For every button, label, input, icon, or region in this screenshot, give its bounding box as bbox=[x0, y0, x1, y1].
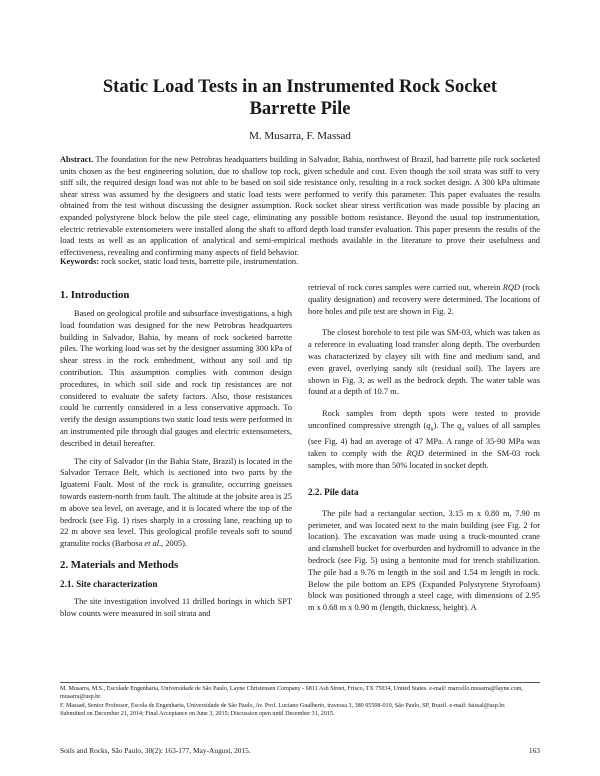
pile-data-paragraph: The pile had a rectangular section, 3.15 m x 0.80 m, 7.90 m perimeter, and was located next to the main building (see Fig. 2 for location). The excavation was made using a truck-mounted crane and clamshell bucket for overburden and hydromill to advance in the bedrock (see Fig. 5) using a bentonite mud for trench stabilization. The pile had a 9.76 m length in the soil and 1.54 m length in rock. Below the pile bottom an EPS (Expanded Polystyrene Styrofoam) block was positioned through a steel cage, with dimensions of 2.95 m x 0.68 m x 0.90 m (length, thickness, height). A bbox=[308, 508, 540, 613]
footnote-divider bbox=[60, 682, 540, 683]
journal-citation: Soils and Rocks, São Paulo, 38(2): 163-177, May-August, 2015. bbox=[60, 746, 251, 755]
subsection-heading-site-characterization: 2.1. Site characterization bbox=[60, 578, 158, 589]
site-continued-text-a: retrieval of rock cores samples were carried out, wherein bbox=[308, 283, 501, 292]
keywords-label: Keywords: bbox=[60, 257, 100, 266]
rock-samples-text-d: determined in the SM-03 rock samples, with more than 50% located in socket depth. bbox=[308, 449, 540, 471]
q-subscript: u bbox=[430, 426, 434, 433]
submission-dates: Submitted on December 21, 2014; Final Acceptance on June 3, 2015; Discussion open until December 31, 2015. bbox=[60, 710, 335, 717]
rqd-term-2: RQD bbox=[406, 449, 424, 459]
abstract-label: Abstract. bbox=[60, 155, 94, 164]
borehole-paragraph: The closest borehole to test pile was SM-03, which was taken as a reference in evaluating load transfer along depth. The overburden was characterized by clayey silt with fine and medium sand, and even gravel, overlying sandy silt (residual soil). The layers are shown in Fig. 3, as well as the bedrock depth. The water table was found at a depth of 10.7 m. bbox=[308, 328, 540, 397]
q-subscript-2: u bbox=[461, 426, 465, 433]
q-letter: q bbox=[426, 420, 431, 430]
authors: M. Musarra, F. Massad bbox=[249, 130, 351, 142]
keywords-text: rock socket, static load tests, barrette pile, instrumentation. bbox=[101, 257, 299, 266]
section-heading-materials-methods: 2. Materials and Methods bbox=[60, 558, 179, 571]
site-continued-text-b: (rock quality designation) and recovery were determined. The locations of bore holes and pile test are shown in Fig. 2. bbox=[308, 283, 540, 316]
intro-paragraph-1: Based on geological profile and subsurface investigations, a high load foundation was designed for the new Petrobras headquarters building in Salvador, Bahia, by means of rock socketed barrette piles. The working load was set by the designer assuming 300 kPa of shear stress in the rock embedment, without any soil and tip contribution. This assumption complies with common design procedures, in which soil side and rock tip resistances are not considered to evaluate the safety factors. Also, those resistances could be currently considered in a less conservative approach. To verify the design assumptions two static load tests were performed in an instrumented pile through dial gauges and electric extensometers, described in detail hereafter. bbox=[60, 309, 292, 448]
page-number: 163 bbox=[528, 746, 540, 755]
abstract-text: The foundation for the new Petrobras headquarters building in Salvador, Bahia, northwest of Brazil, had barrette pile rock socketed units chosen as the best engineering solution, due to shallow top rock, given schedule and cost. Even though the soil strata was stiff to very stiff silt, the required design load was not able to be based on soil side resistance only, resulting in a rock socket design. A 300 kPa ultimate shear stress was assumed by the designers and static load tests were performed to verify this parameter. This paper evaluates the results obtained from the test without discussing the designer assumption. Rock socket shear stress verification was made possible by placing an expanded polystyrene block below the pile steel cage, eliminating any possible bottom resistance. Beyond the usual top instrumentation, electric retrievable extensometers were installed along the shaft to afford depth load transfer evaluation. This paper presents the results of the load tests as well as an application of analytical and semi-empirical methods available in the literature to prove their usefulness and effectiveness, revealing and confirming many aspects of field behavior. bbox=[60, 155, 540, 257]
left-column bbox=[60, 284, 292, 620]
intro-paragraph-2-end: , 2005). bbox=[161, 539, 187, 549]
subsection-heading-pile-data: 2.2. Pile data bbox=[308, 486, 359, 497]
qu-symbol-2 bbox=[457, 420, 465, 433]
affiliation-musarra: M. Musarra, M.S., Escolade Engenharia, Universidade de São Paulo, Layne Christensen Company - 6811 Ash Street, Frisco, TX 75034, United States. e-mail: marcello.musarra@layne.com, musarra@usp.br. bbox=[60, 686, 523, 701]
intro-paragraph-2-text: The city of Salvador (in the Bahia State, Brazil) is located in the Salvador Terrace Belt, which is sectioned into two parts by the Iguatemi Fault. Most of the rock is granulite, occurring gneisses towards eastern-north from fault. The altitude at the jobsite area is 25 m above sea level, on average, and it is located where the top of the bedrock (see Fig. 1) rises sharply in a crossing lane, reaching up to 22 m above sea level. This geological profile reveals soft to sound granulite rocks (Barbosa bbox=[60, 456, 292, 549]
rock-samples-paragraph bbox=[308, 408, 540, 472]
affiliation-massad: F. Massad, Senior Professor, Escola de Engenharia, Universidade de São Paulo, Av. Prof. Luciano Gualberto, travessa 3, 380 05508-010, São Paulo, SP, Brazil. e-mail: faissal@usp.br. bbox=[60, 702, 506, 709]
et-al: et al. bbox=[144, 539, 162, 549]
q-letter-2: q bbox=[457, 420, 462, 430]
rock-samples-text-c: values of all samples (see Fig. 4) had an average of 47 MPa. A range of 35-90 MPa was taken to comply with the bbox=[308, 420, 540, 459]
keywords bbox=[60, 256, 540, 268]
title-line-2: Barrette Pile bbox=[249, 99, 351, 119]
title-line-1: Static Load Tests in an Instrumented Rock Socket bbox=[102, 77, 498, 97]
site-paragraph-continued bbox=[308, 282, 540, 317]
rqd-term: RQD bbox=[502, 283, 520, 292]
rock-samples-text-a: Rock samples from depth spots were tested to provide unconfined compressive strength ( bbox=[308, 409, 540, 430]
paper-title bbox=[60, 76, 540, 120]
rock-samples-text-b: ). The bbox=[433, 420, 455, 430]
section-heading-introduction: 1. Introduction bbox=[60, 289, 130, 301]
right-column bbox=[308, 282, 540, 614]
abstract bbox=[60, 154, 540, 258]
intro-paragraph-2 bbox=[60, 456, 292, 550]
affiliations bbox=[60, 685, 540, 718]
site-paragraph-1: The site investigation involved 11 drilled borings in which SPT blow counts were measured in soil strata and bbox=[60, 596, 292, 618]
